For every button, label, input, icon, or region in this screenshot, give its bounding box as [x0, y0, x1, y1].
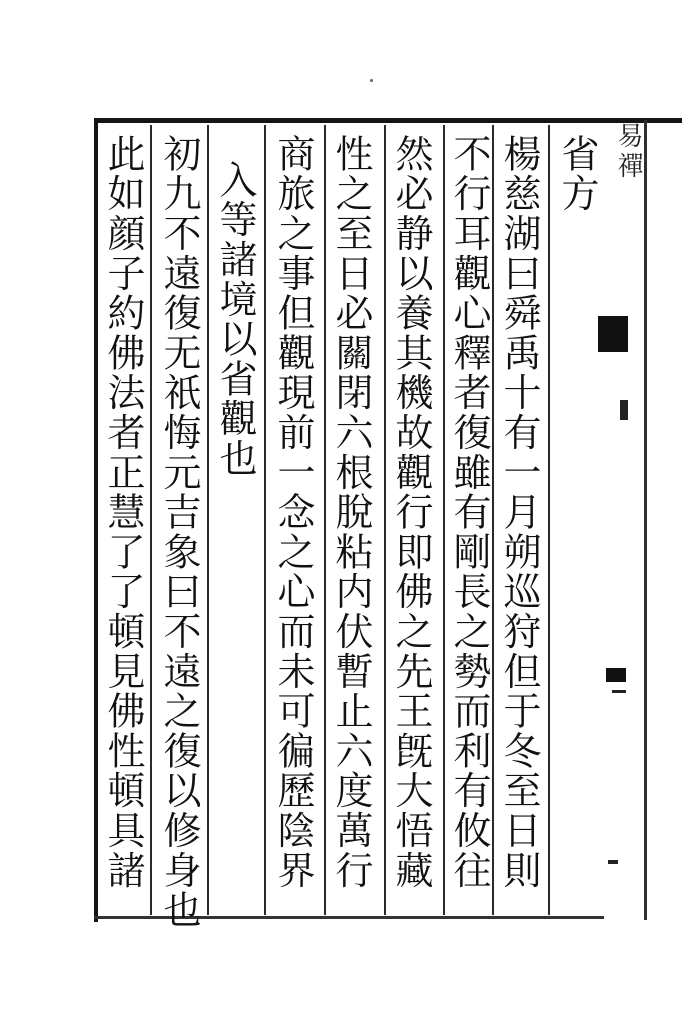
- column-divider: [384, 125, 386, 915]
- text-column-5: 性之至日必關閉六根脫粘内伏暫止六度萬行: [329, 134, 373, 891]
- column-divider: [324, 125, 326, 915]
- text-column-8: 初九不遠復无祇悔元吉象曰不遠之復以修身也: [157, 134, 201, 930]
- column-divider: [150, 125, 152, 915]
- text-column-7: 入等諸境以省觀也: [213, 160, 257, 479]
- fishtail-mark-lower: [606, 668, 626, 682]
- column-divider: [207, 125, 209, 915]
- left-border-rule: [94, 118, 98, 922]
- column-divider: [264, 125, 266, 915]
- paper-speck: [370, 79, 373, 82]
- fishtail-mark: [598, 316, 628, 352]
- text-column-6: 商旅之事但觀現前一念之心而未可徧歷陰界: [271, 134, 315, 891]
- text-column-2: 楊慈湖曰舜禹十有一月朔巡狩但于冬至日則: [497, 134, 541, 891]
- margin-mark: [612, 690, 626, 693]
- text-column-4: 然必静以養其機故觀行即佛之先王旣大悟藏: [389, 134, 433, 891]
- top-border-rule: [94, 118, 682, 123]
- margin-mark: [608, 860, 618, 864]
- spine-line: [644, 120, 647, 920]
- text-column-1: 省方: [555, 134, 599, 214]
- column-divider: [548, 125, 550, 915]
- text-column-9: 此如顔子約佛法者正慧了了頓見佛性頓具諸: [101, 134, 145, 891]
- column-divider: [443, 125, 445, 915]
- text-column-3: 不行耳觀心釋者復雖有剛長之勢而利有攸往: [447, 134, 491, 891]
- column-divider: [492, 125, 494, 915]
- margin-edge-text: 易禪: [613, 122, 643, 182]
- margin-mark: [620, 400, 628, 420]
